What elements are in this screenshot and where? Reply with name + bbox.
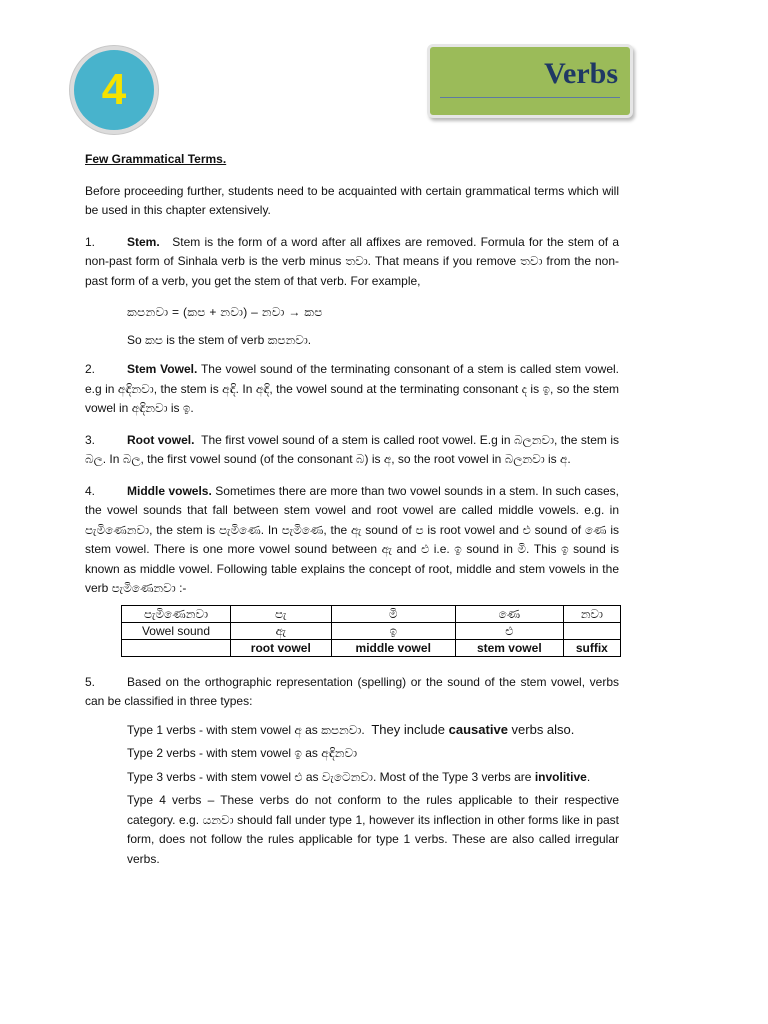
item-number: 3. [85,432,96,447]
chapter-title-box [427,44,633,118]
term-root-vowel: Root vowel. [127,432,195,447]
type3-end: . [586,769,591,784]
title-underline [440,97,620,98]
item-middle-vowels [85,482,619,599]
item-root-vowel [85,431,619,470]
item-stem-vowel [85,360,619,419]
table-row [122,639,621,656]
table-row [122,622,621,639]
document-body [85,150,619,873]
term-middle-vowels: Middle vowels. [127,483,212,498]
item-verb-types [85,673,619,712]
table-cell: පැ [231,605,332,622]
type1-note-end: verbs also. [507,721,575,737]
item-text: Sometimes there are more than two vowel sounds in a stem. In such cases, the vowel sounds that fall between stem vowel and root vowel are called middle vowels. e.g. in පැමිණෙනවා, the stem is පැමිණෙ. In පැමිණෙ, the ඇ sound of ප is root vowel and එ sound of ණෙ is stem vowel. There is one more vowel sound between ඇ and එ i.e. ඉ sound in මි. This ඉ sound is known as middle vowel. Following table explains the concept of root, middle and stem vowels in the verb පැමිණෙනවා :- [85,483,619,595]
term-stem-vowel: Stem Vowel. [127,362,198,376]
table-cell: පැමිණෙනවා [122,605,231,622]
type1-note: They include [371,721,449,737]
table-cell: ඉ [331,622,455,639]
chapter-title: Verbs [544,57,618,90]
table-cell: එ [455,622,563,639]
type4-verbs: Type 4 verbs – These verbs do not conform to the rules applicable to their respective category. e.g. යනවා should fall under type 1, however its inflection in other forms like in past form, does not follow the rules applicable for type 1 verbs. These are also called irregular verbs. [127,793,619,866]
table-cell [122,639,231,656]
stem-formula: කපනවා = (කප + නවා) – නවා → කප [127,305,323,319]
table-cell [563,622,620,639]
table-row [122,605,621,622]
type3-text: Type 3 verbs - with stem vowel එ as වැටෙනවා. Most of the Type 3 verbs are [127,769,535,784]
intro-paragraph: Before proceeding further, students need to be acquainted with certain grammatical terms which will be used in this chapter extensively. [85,183,619,217]
table-cell: Vowel sound [122,622,231,639]
item-number: 2. [85,362,96,376]
vowel-table [121,605,621,657]
item-text: Stem is the form of a word after all affixes are removed. Formula for the stem of a non-past form of Sinhala verb is the verb minus තවා. That means if you remove තවා from the non-past form of a verb, you get the stem of that verb. For example, [85,234,619,288]
section-heading: Few Grammatical Terms. [85,152,227,166]
table-cell: middle vowel [331,639,455,656]
table-cell: stem vowel [455,639,563,656]
stem-note: So කප is the stem of verb කපනවා. [127,332,312,347]
table-cell: නවා [563,605,620,622]
chapter-number-badge [70,46,158,134]
item-text: The first vowel sound of a stem is called root vowel. E.g in බලනවා, the stem is බල. In බල, the first vowel sound (of the consonant බ) is අ, so the root vowel in බලනවා is අ. [85,432,620,466]
item-text: Based on the orthographic representation (spelling) or the sound of the stem vowel, verbs can be classified in three types: [85,674,619,708]
term-stem: Stem. [127,234,160,249]
item-stem [85,233,619,292]
table-cell: ඇ [231,622,332,639]
table-cell: root vowel [231,639,332,656]
verb-types-list [127,720,619,870]
type1-verbs [127,720,619,741]
table-cell: suffix [563,639,620,656]
item-number: 5. [85,674,96,689]
item-text: The vowel sound of the terminating consonant of a stem is called stem vowel. e.g in අඳිනවා, the stem is අඳි. In අඳි, the vowel sound at the terminating consonant ද is ඉ, so the stem vowel in අඳිනවා is ඉ. [85,362,620,415]
type1-text: Type 1 verbs - with stem vowel අ as කපනවා. [127,722,365,737]
chapter-number: 4 [101,65,127,114]
type2-verbs: Type 2 verbs - with stem vowel ඉ as අඳිනවා [127,746,358,760]
item-number: 4. [85,483,96,498]
table-cell: ණෙ [455,605,563,622]
table-cell: මි [331,605,455,622]
item-number: 1. [85,234,96,249]
type3-verbs [127,768,619,788]
type1-bold: causative [448,721,508,737]
type3-bold: involitive [534,769,587,784]
